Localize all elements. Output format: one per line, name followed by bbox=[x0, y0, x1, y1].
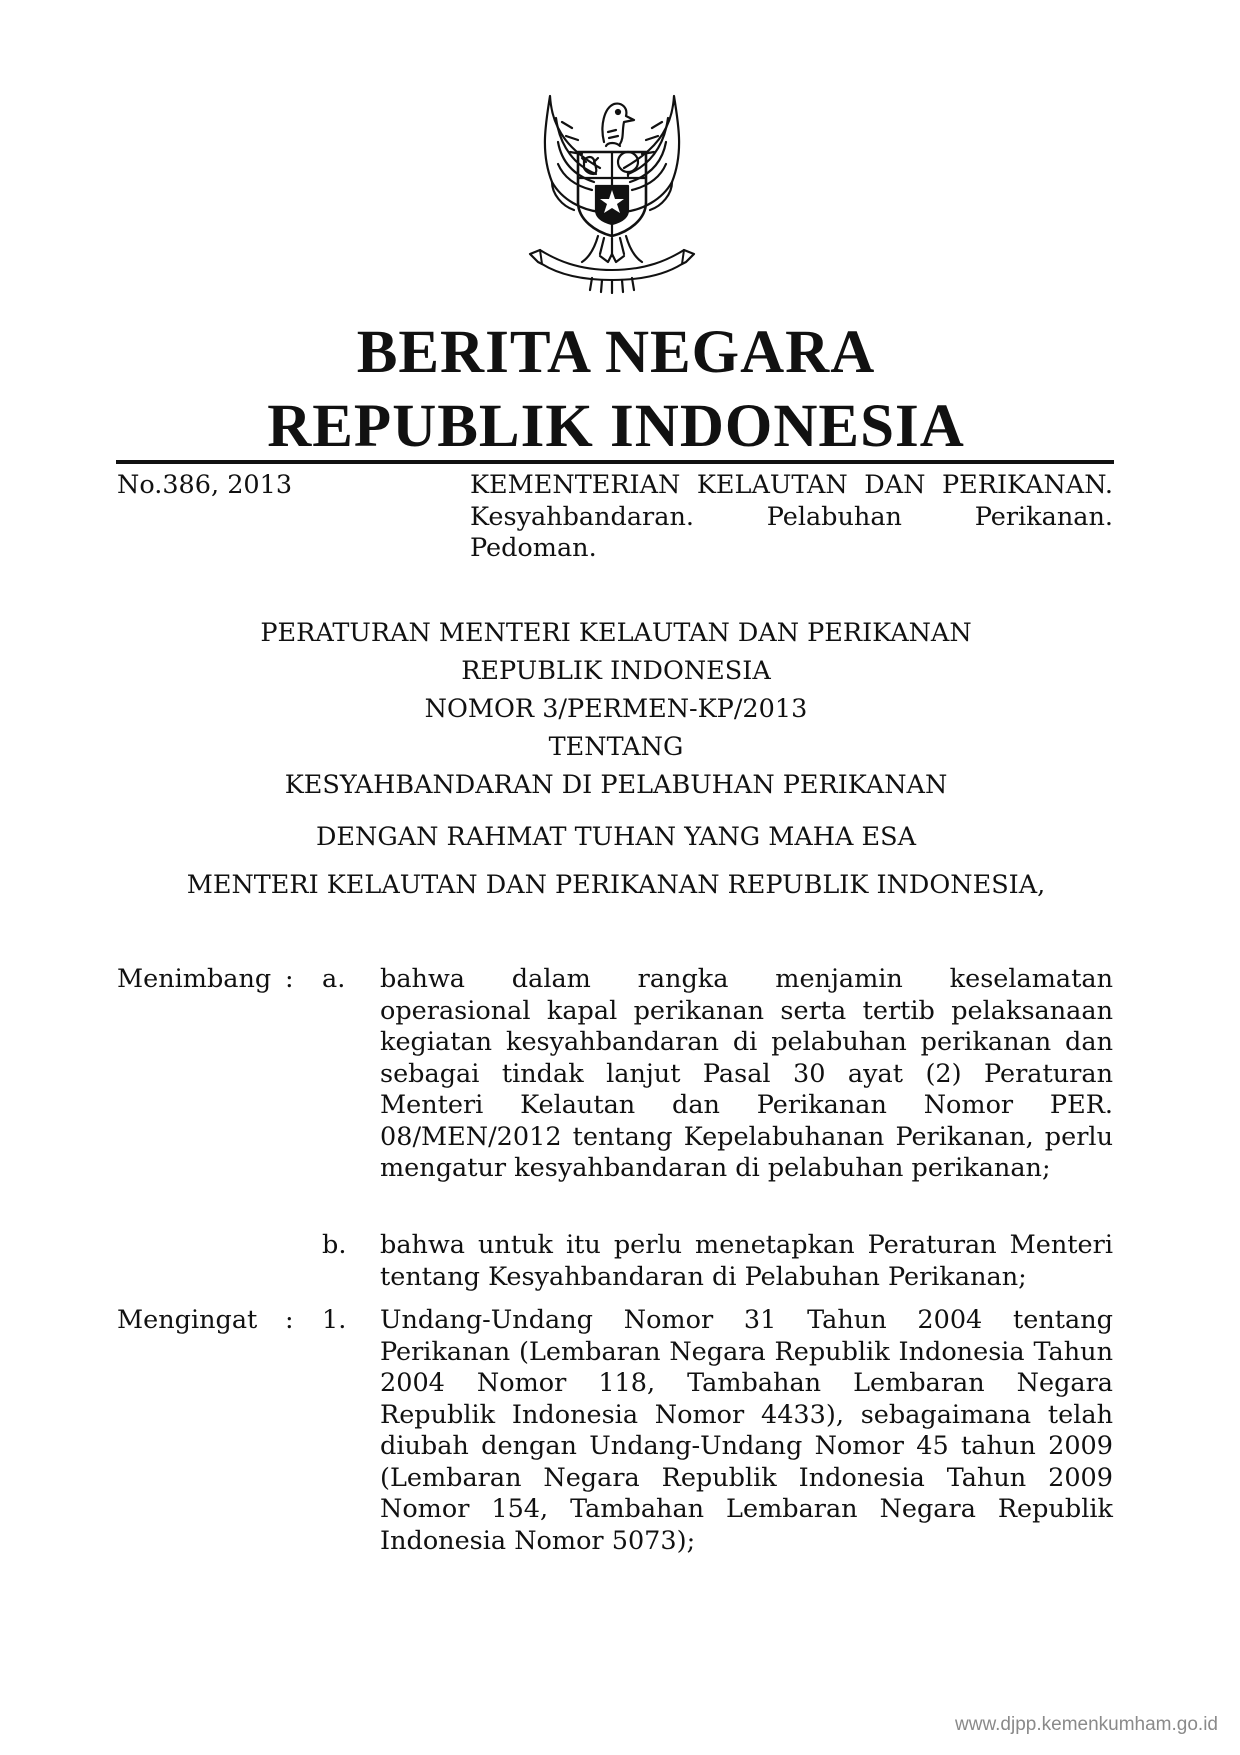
regulation-title: PERATURAN MENTERI KELAUTAN DAN PERIKANAN bbox=[260, 618, 972, 648]
regulation-country: REPUBLIK INDONESIA bbox=[461, 656, 771, 686]
gazette-subject bbox=[470, 470, 1113, 565]
menimbang-item-text: bahwa dalam rangka menjamin keselamatan operasional kapal perikanan serta tertib pelaksanaan kegiatan kesyahbandaran di pelabuhan perikanan dan sebagai tindak lanjut Pasal 30 ayat (2) Peraturan Menteri Kelautan dan Perikanan Nomor PER. 08/MEN/2012 tentang Kepelabuhanan Perikanan, perlu mengatur kesyahbandaran di pelabuhan perikanan; bbox=[380, 964, 1113, 1183]
gazette-number: No.386, 2013 bbox=[117, 470, 293, 500]
footer-url: www.djpp.kemenkumham.go.id bbox=[955, 1714, 1218, 1735]
subject-line: KEMENTERIAN KELAUTAN DAN PERIKANAN. bbox=[470, 470, 1113, 500]
item-marker: a. bbox=[322, 964, 346, 994]
masthead-title: BERITA NEGARA bbox=[356, 319, 876, 386]
item-marker: b. bbox=[322, 1230, 347, 1260]
subject-line: Kesyahbandaran. Pelabuhan Perikanan. bbox=[470, 501, 1113, 532]
regulation-subject: KESYAHBANDARAN DI PELABUHAN PERIKANAN bbox=[284, 770, 948, 800]
garuda-emblem bbox=[512, 82, 712, 294]
mengingat-item-text: Undang-Undang Nomor 31 Tahun 2004 tentang Perikanan (Lembaran Negara Republik Indonesia Tahun 2004 Nomor 118, Tambahan Lembaran Negara Republik Indonesia Nomor 4433), sebagaimana telah diubah dengan Undang-Undang Nomor 45 tahun 2009 (Lembaran Negara Republik Indonesia Tahun 2009 Nomor 154, Tambahan Lembaran Negara Republik Indonesia Nomor 5073); bbox=[380, 1305, 1113, 1556]
preamble-invocation: DENGAN RAHMAT TUHAN YANG MAHA ESA bbox=[315, 822, 917, 852]
masthead-subtitle: REPUBLIK INDONESIA bbox=[267, 393, 965, 460]
menimbang-colon: : bbox=[285, 964, 294, 994]
menimbang-item-text: bahwa untuk itu perlu menetapkan Peraturan Menteri tentang Kesyahbandaran di Pelabuhan Perikanan; bbox=[380, 1230, 1113, 1292]
preamble-minister: MENTERI KELAUTAN DAN PERIKANAN REPUBLIK INDONESIA, bbox=[186, 870, 1046, 900]
mengingat-colon: : bbox=[285, 1305, 294, 1335]
regulation-number: NOMOR 3/PERMEN-KP/2013 bbox=[424, 694, 808, 724]
menimbang-label: Menimbang bbox=[117, 964, 272, 994]
mengingat-label: Mengingat bbox=[117, 1305, 258, 1335]
subject-line: Pedoman. bbox=[470, 533, 597, 563]
regulation-about: TENTANG bbox=[548, 732, 684, 762]
masthead-divider bbox=[116, 460, 1114, 464]
item-marker: 1. bbox=[322, 1305, 347, 1335]
